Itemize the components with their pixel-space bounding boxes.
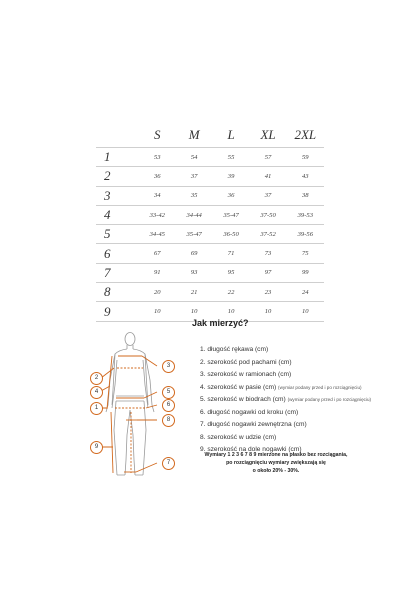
measurement-item-text: 3. szerokość w ramionach (cm) bbox=[200, 371, 292, 378]
size-row bbox=[96, 148, 324, 167]
row-number: 4 bbox=[96, 205, 139, 224]
size-value-cell: 33-42 bbox=[139, 205, 176, 224]
size-header: 2XL bbox=[294, 127, 317, 142]
footnote-line: po rozciągnięciu wymiary zwiększają się bbox=[226, 460, 326, 466]
size-value-cell: 53 bbox=[139, 148, 176, 167]
badge-5: 5 bbox=[162, 386, 175, 399]
size-value-cell: 73 bbox=[250, 244, 287, 263]
row-number: 5 bbox=[96, 225, 139, 244]
size-table bbox=[96, 123, 324, 322]
size-value-cell: 67 bbox=[139, 244, 176, 263]
size-value-cell: 35-47 bbox=[213, 205, 250, 224]
measurement-item bbox=[200, 419, 371, 432]
size-value-cell: 10 bbox=[139, 302, 176, 321]
size-header: XL bbox=[260, 127, 276, 142]
size-value-cell: 41 bbox=[250, 167, 287, 186]
size-row bbox=[96, 244, 324, 263]
size-value-cell: 20 bbox=[139, 283, 176, 302]
size-value-cell: 36 bbox=[139, 167, 176, 186]
size-row bbox=[96, 186, 324, 205]
size-value-cell: 35-47 bbox=[176, 225, 213, 244]
size-value-cell: 10 bbox=[287, 302, 324, 321]
row-number: 9 bbox=[96, 302, 139, 321]
badge-4: 4 bbox=[90, 386, 103, 399]
size-value-cell: 71 bbox=[213, 244, 250, 263]
size-value-cell: 99 bbox=[287, 263, 324, 282]
row-number: 8 bbox=[96, 283, 139, 302]
measurement-item-text: 7. długość nogawki zewnętrzna (cm) bbox=[200, 421, 307, 428]
size-value-cell: 54 bbox=[176, 148, 213, 167]
row-number: 7 bbox=[96, 263, 139, 282]
size-value-cell: 10 bbox=[213, 302, 250, 321]
size-value-cell: 37 bbox=[250, 186, 287, 205]
measurement-figure bbox=[86, 330, 186, 480]
measurement-item-text: 9. szerokość na dole nogawki (cm) bbox=[200, 446, 302, 453]
row-number: 1 bbox=[96, 148, 139, 167]
measurement-item bbox=[200, 407, 371, 420]
badge-6: 6 bbox=[162, 399, 175, 412]
badge-1: 1 bbox=[90, 402, 103, 415]
size-value-cell: 37 bbox=[176, 167, 213, 186]
size-value-cell: 23 bbox=[250, 283, 287, 302]
size-value-cell: 97 bbox=[250, 263, 287, 282]
measurement-item bbox=[200, 357, 371, 370]
measurement-item-text: 8. szerokość w udzie (cm) bbox=[200, 433, 277, 441]
size-value-cell: 55 bbox=[213, 148, 250, 167]
measurement-item-text: 5. szerokość w biodrach (cm) bbox=[200, 396, 288, 403]
size-value-cell: 39-56 bbox=[287, 225, 324, 244]
badge-2: 2 bbox=[90, 372, 103, 385]
size-value-cell: 69 bbox=[176, 244, 213, 263]
size-value-cell: 91 bbox=[139, 263, 176, 282]
size-row bbox=[96, 167, 324, 186]
size-value-cell: 34-45 bbox=[139, 225, 176, 244]
measurement-item bbox=[200, 344, 371, 357]
size-header: L bbox=[227, 127, 235, 142]
badge-8: 8 bbox=[162, 414, 175, 427]
size-value-cell: 10 bbox=[250, 302, 287, 321]
size-value-cell: 39 bbox=[213, 167, 250, 186]
size-value-cell: 21 bbox=[176, 283, 213, 302]
row-number: 2 bbox=[96, 167, 139, 186]
corner-cell bbox=[96, 123, 139, 148]
badge-3: 3 bbox=[162, 360, 175, 373]
size-value-cell: 95 bbox=[213, 263, 250, 282]
size-value-cell: 36-50 bbox=[213, 225, 250, 244]
size-row bbox=[96, 225, 324, 244]
size-value-cell: 93 bbox=[176, 263, 213, 282]
row-number: 3 bbox=[96, 186, 139, 205]
size-value-cell: 75 bbox=[287, 244, 324, 263]
size-value-cell: 43 bbox=[287, 167, 324, 186]
measurement-item bbox=[200, 432, 371, 445]
size-value-cell: 10 bbox=[176, 302, 213, 321]
size-header-row bbox=[96, 123, 324, 148]
size-value-cell: 59 bbox=[287, 148, 324, 167]
size-row bbox=[96, 263, 324, 282]
size-value-cell: 37-52 bbox=[250, 225, 287, 244]
badge-7: 7 bbox=[162, 457, 175, 470]
size-value-cell: 37-50 bbox=[250, 205, 287, 224]
size-value-cell: 34 bbox=[139, 186, 176, 205]
row-number: 6 bbox=[96, 244, 139, 263]
measurement-item-note: (wymiar podany przed i po rozciągnięciu) bbox=[278, 384, 362, 390]
how-to-measure-title: Jak mierzyć? bbox=[192, 318, 249, 328]
size-header: M bbox=[188, 127, 200, 142]
size-row bbox=[96, 283, 324, 302]
badge-9: 9 bbox=[90, 441, 103, 454]
measurement-footnote bbox=[196, 451, 356, 475]
size-row bbox=[96, 205, 324, 224]
size-value-cell: 36 bbox=[213, 186, 250, 205]
size-value-cell: 38 bbox=[287, 186, 324, 205]
measurement-item bbox=[200, 382, 371, 395]
measurement-item bbox=[200, 369, 371, 382]
measurement-item bbox=[200, 394, 371, 407]
size-value-cell: 57 bbox=[250, 148, 287, 167]
size-value-cell: 24 bbox=[287, 283, 324, 302]
size-header: S bbox=[154, 127, 161, 142]
size-value-cell: 35 bbox=[176, 186, 213, 205]
measurement-item-text: 1. długość rękawa (cm) bbox=[200, 346, 269, 353]
size-value-cell: 34-44 bbox=[176, 205, 213, 224]
size-value-cell: 39-53 bbox=[287, 205, 324, 224]
size-value-cell: 22 bbox=[213, 283, 250, 302]
footnote-line: Wymiary 1 2 3 6 7 8 9 mierzone na płasko bez rozciągania, bbox=[204, 452, 348, 458]
measurement-item-text: 6. długość nogawki od kroku (cm) bbox=[200, 408, 299, 416]
measurement-item-text: 4. szerokość w pasie (cm) bbox=[200, 383, 279, 391]
measurement-item-note: (wymiar podany przed i po rozciągnięciu) bbox=[287, 397, 372, 402]
measurement-item-text: 2. szerokość pod pachami (cm) bbox=[200, 358, 292, 366]
footnote-line: o około 20% - 30%. bbox=[252, 468, 300, 474]
measurement-list bbox=[200, 344, 371, 457]
